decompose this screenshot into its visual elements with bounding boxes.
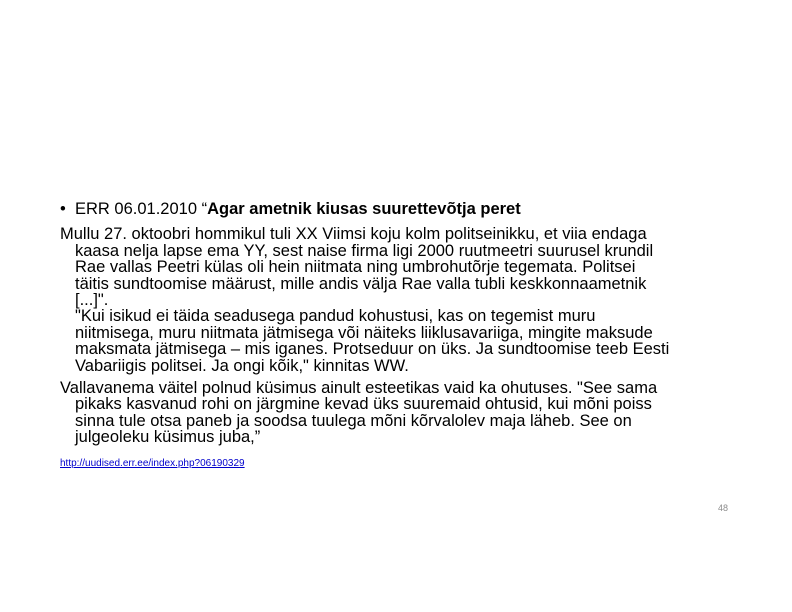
quote-line: Vabariigis politsei. Ja ongi kõik," kinnitas WW.: [75, 356, 409, 375]
para1-line: Mullu 27. oktoobri hommikul tuli XX Viimsi koju kolm politseinikku, et viia endaga: [60, 225, 647, 244]
para1-line: täitis sundtoomise määrust, mille andis välja Rae valla tubli keskkonnaametnik: [75, 274, 647, 293]
para2-line: sinna tule otsa paneb ja soodsa tuulega mõni kõrvalolev maja läheb. See on: [75, 411, 632, 430]
para1-line: Rae vallas Peetri külas oli hein niitmata ning umbrohutõrje tegemata. Politsei: [75, 258, 636, 277]
heading-title: Agar ametnik kiusas suurettevõtja peret: [207, 200, 521, 218]
para2-line: pikaks kasvanud rohi on järgmine kevad üks suuremaid ohtusid, kui mõni poiss: [75, 395, 652, 414]
paragraph-mayor: [60, 380, 728, 446]
paragraph-article: [60, 226, 728, 374]
para1-line: [...]".: [75, 291, 109, 310]
quote-line: maksmata jätmisega – mis iganes. Protseduur on üks. Ja sundtoomise teeb Eesti: [75, 340, 670, 359]
heading-bullet: [60, 201, 728, 217]
heading-prefix: ERR 06.01.2010 “: [75, 200, 208, 218]
quote-line: "Kui isikud ei täida seadusega pandud kohustusi, kas on tegemist muru: [75, 307, 596, 326]
source-link[interactable]: http://uudised.err.ee/index.php?06190329: [60, 457, 245, 469]
page-number: 48: [718, 503, 729, 513]
slide-content: [60, 201, 728, 472]
para2-line: julgeoleku küsimus juba,”: [75, 428, 261, 447]
para2-line: Vallavanema väitel polnud küsimus ainult esteetikas vaid ka ohutuses. "See sama: [60, 379, 658, 398]
bullet-dot: •: [60, 200, 66, 218]
quote-line: niitmisega, muru niitmata jätmisega või näiteks liiklusavariiga, mingite maksude: [75, 323, 653, 342]
para1-line: kaasa nelja lapse ema YY, sest naise firma ligi 2000 ruutmeetri suurusel krundil: [75, 241, 654, 260]
